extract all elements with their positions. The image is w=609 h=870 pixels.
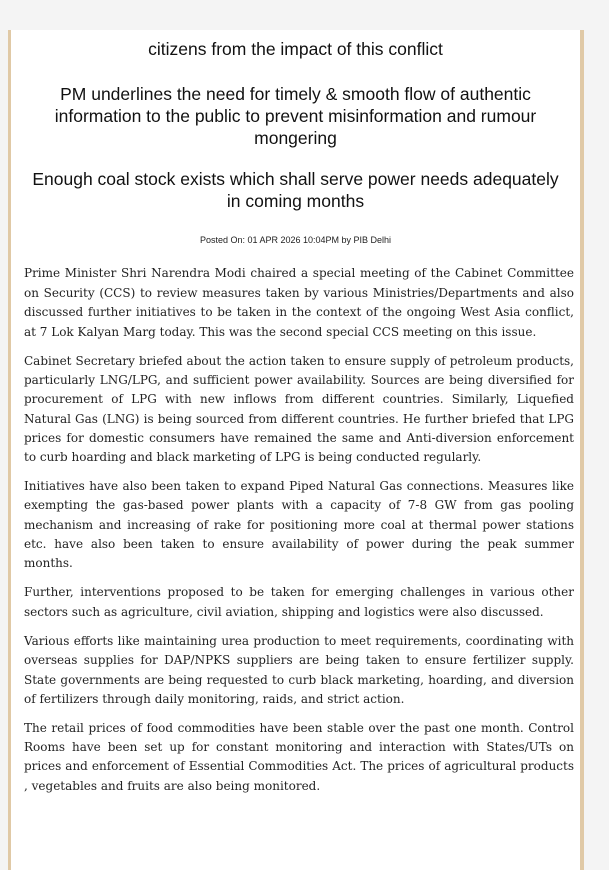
document-page bbox=[8, 30, 584, 870]
headline-continued: citizens from the impact of this conflict bbox=[148, 39, 443, 59]
paragraph-petroleum-supply: Cabinet Secretary briefed about the action taken to ensure supply of petroleum products, particularly LNG/LPG, and sufficient power availability. Sources are being diversified for procurement of LPG with new inflows from different countries. Similarly, Liquefied Natural Gas (LNG) is being sourced from different countries. He further briefed that LPG prices for domestic consumers have remained the same and Anti-diversion enforcement to curb hoarding and black marketing of LPG is being conducted regularly. bbox=[24, 354, 574, 465]
headline-misinformation: PM underlines the need for timely & smooth flow of authentic information to the public to prevent misinformation and rumour mongering bbox=[54, 84, 537, 148]
paragraph-ccs-meeting: Prime Minister Shri Narendra Modi chaired a special meeting of the Cabinet Committee on Security (CCS) to review measures taken by various Ministries/Departments and also discussed further initiatives to be taken in the context of the ongoing West Asia conflict, at 7 Lok Kalyan Marg today. This was the second special CCS meeting on this issue. bbox=[24, 266, 574, 339]
article-body bbox=[24, 264, 574, 806]
paragraph-food-prices: The retail prices of food commodities have been stable over the past one month. Control Rooms have been set up for constant monitoring and interaction with States/UTs on prices and enforcement of Essential Commodities Act. The prices of agricultural products , vegetables and fruits are also being monitored. bbox=[24, 721, 574, 793]
paragraph-other-sectors: Further, interventions proposed to be taken for emerging challenges in various other sectors such as agriculture, civil aviation, shipping and logistics were also discussed. bbox=[24, 585, 574, 619]
posted-on-line: Posted On: 01 APR 2026 10:04PM by PIB Delhi bbox=[199, 235, 392, 245]
paragraph-fertilizer: Various efforts like maintaining urea production to meet requirements, coordinating with overseas supplies for DAP/NPKS suppliers are being taken to ensure fertilizer supply. State governments are being requested to curb black marketing, hoarding, and diversion of fertilizers through daily monitoring, raids, and strict action. bbox=[24, 634, 574, 706]
headline-coal-stock: Enough coal stock exists which shall serve power needs adequately in coming months bbox=[32, 169, 559, 211]
paragraph-png-power: Initiatives have also been taken to expand Piped Natural Gas connections. Measures like exempting the gas-based power plants with a capacity of 7-8 GW from gas pooling mechanism and increasing of rake for positioning more coal at thermal power stations etc. have also been taken to ensure availability of power during the peak summer months. bbox=[24, 479, 574, 571]
